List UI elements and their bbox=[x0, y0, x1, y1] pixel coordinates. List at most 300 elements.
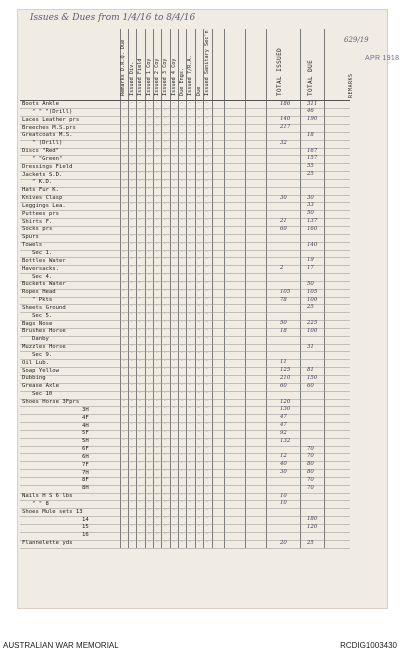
cell-dash: - bbox=[123, 108, 125, 114]
column-header: TOTAL DUE bbox=[307, 59, 314, 96]
cell-dash: - bbox=[164, 304, 166, 310]
cell-dash: - bbox=[131, 202, 133, 208]
cell-dash: - bbox=[189, 116, 191, 122]
cell-dash: - bbox=[164, 414, 166, 420]
cell-dash: - bbox=[123, 100, 125, 106]
cell-dash: - bbox=[189, 218, 191, 224]
cell-dash: - bbox=[148, 327, 150, 333]
cell-dash: - bbox=[198, 139, 200, 145]
cell-dash: - bbox=[198, 186, 200, 192]
total-due-cell: 100 bbox=[307, 327, 318, 334]
cell-dash: - bbox=[156, 492, 158, 498]
cell-dash: - bbox=[189, 359, 191, 365]
cell-dash: - bbox=[173, 414, 175, 420]
cell-dash: - bbox=[164, 320, 166, 326]
cell-dash: - bbox=[173, 422, 175, 428]
cell-dash: - bbox=[198, 437, 200, 443]
cell-dash: - bbox=[123, 327, 125, 333]
cell-dash: - bbox=[173, 194, 175, 200]
cell-dash: - bbox=[123, 139, 125, 145]
cell-dash: - bbox=[156, 390, 158, 396]
cell-dash: - bbox=[181, 241, 183, 247]
cell-dash: - bbox=[173, 304, 175, 310]
cell-dash: - bbox=[164, 539, 166, 545]
cell-dash: - bbox=[123, 516, 125, 522]
cell-dash: - bbox=[181, 100, 183, 106]
cell-dash: - bbox=[131, 116, 133, 122]
cell-dash: - bbox=[139, 359, 141, 365]
cell-dash: - bbox=[198, 233, 200, 239]
cell-dash: - bbox=[181, 492, 183, 498]
cell-dash: - bbox=[131, 445, 133, 451]
cell-dash: - bbox=[148, 320, 150, 326]
row-rule bbox=[20, 516, 350, 517]
cell-dash: - bbox=[123, 296, 125, 302]
cell-dash: - bbox=[131, 367, 133, 373]
cell-dash: - bbox=[139, 374, 141, 380]
cell-dash: - bbox=[206, 335, 208, 341]
cell-dash: - bbox=[198, 398, 200, 404]
cell-dash: - bbox=[206, 218, 208, 224]
cell-dash: - bbox=[148, 124, 150, 130]
cell-dash: - bbox=[139, 476, 141, 482]
column-header: Issued 3 Coy bbox=[162, 58, 168, 96]
cell-dash: - bbox=[206, 516, 208, 522]
cell-dash: - bbox=[189, 453, 191, 459]
cell-dash: - bbox=[156, 124, 158, 130]
total-due-cell: 70 bbox=[307, 453, 314, 460]
row-label: Oil Lub. bbox=[22, 359, 49, 366]
cell-dash: - bbox=[206, 171, 208, 177]
row-rule bbox=[20, 524, 350, 525]
total-due-cell: 60 bbox=[307, 382, 314, 389]
row-rule bbox=[20, 140, 350, 141]
cell-dash: - bbox=[156, 484, 158, 490]
row-rule bbox=[20, 438, 350, 439]
cell-dash: - bbox=[156, 516, 158, 522]
cell-dash: - bbox=[131, 523, 133, 529]
cell-dash: - bbox=[189, 531, 191, 537]
cell-dash: - bbox=[156, 280, 158, 286]
row-rule bbox=[20, 422, 350, 423]
cell-dash: - bbox=[164, 202, 166, 208]
cell-dash: - bbox=[139, 312, 141, 318]
cell-dash: - bbox=[164, 194, 166, 200]
cell-dash: - bbox=[164, 108, 166, 114]
cell-dash: - bbox=[139, 116, 141, 122]
cell-dash: - bbox=[123, 210, 125, 216]
cell-dash: - bbox=[123, 320, 125, 326]
cell-dash: - bbox=[173, 249, 175, 255]
cell-dash: - bbox=[173, 171, 175, 177]
cell-dash: - bbox=[206, 382, 208, 388]
row-rule bbox=[20, 548, 350, 549]
cell-dash: - bbox=[206, 406, 208, 412]
column-header: TOTAL ISSUED bbox=[276, 47, 283, 96]
cell-dash: - bbox=[139, 233, 141, 239]
cell-dash: - bbox=[148, 194, 150, 200]
cell-dash: - bbox=[131, 359, 133, 365]
cell-dash: - bbox=[164, 116, 166, 122]
cell-dash: - bbox=[181, 500, 183, 506]
cell-dash: - bbox=[198, 523, 200, 529]
column-header: Issued 1 Coy bbox=[146, 58, 152, 96]
cell-dash: - bbox=[189, 171, 191, 177]
row-label: Puttees prs bbox=[22, 210, 60, 217]
cell-dash: - bbox=[173, 398, 175, 404]
row-label: Discs "Red" bbox=[22, 148, 60, 155]
cell-dash: - bbox=[173, 382, 175, 388]
cell-dash: - bbox=[123, 500, 125, 506]
cell-dash: - bbox=[206, 508, 208, 514]
cell-dash: - bbox=[189, 249, 191, 255]
cell-dash: - bbox=[139, 351, 141, 357]
cell-dash: - bbox=[189, 139, 191, 145]
cell-dash: - bbox=[181, 461, 183, 467]
total-due-cell: 100 bbox=[307, 296, 318, 303]
cell-dash: - bbox=[131, 422, 133, 428]
cell-dash: - bbox=[148, 296, 150, 302]
row-label: Hats Fur K. bbox=[22, 187, 60, 194]
cell-dash: - bbox=[148, 422, 150, 428]
total-issued-cell: 32 bbox=[280, 139, 287, 146]
cell-dash: - bbox=[181, 476, 183, 482]
cell-dash: - bbox=[156, 327, 158, 333]
cell-dash: - bbox=[181, 186, 183, 192]
cell-dash: - bbox=[148, 100, 150, 106]
total-due-cell: 25 bbox=[307, 171, 314, 178]
row-rule bbox=[20, 226, 350, 227]
cell-dash: - bbox=[139, 273, 141, 279]
cell-dash: - bbox=[148, 453, 150, 459]
cell-dash: - bbox=[139, 124, 141, 130]
cell-dash: - bbox=[164, 500, 166, 506]
cell-dash: - bbox=[173, 202, 175, 208]
cell-dash: - bbox=[206, 131, 208, 137]
cell-dash: - bbox=[131, 108, 133, 114]
cell-dash: - bbox=[164, 171, 166, 177]
cell-dash: - bbox=[139, 257, 141, 263]
cell-dash: - bbox=[198, 171, 200, 177]
cell-dash: - bbox=[131, 453, 133, 459]
total-issued-cell: 92 bbox=[280, 429, 287, 436]
cell-dash: - bbox=[181, 280, 183, 286]
cell-dash: - bbox=[156, 469, 158, 475]
cell-dash: - bbox=[156, 367, 158, 373]
cell-dash: - bbox=[164, 155, 166, 161]
total-issued-cell: 186 bbox=[280, 100, 291, 107]
cell-dash: - bbox=[189, 429, 191, 435]
total-issued-cell: 105 bbox=[280, 288, 291, 295]
cell-dash: - bbox=[156, 116, 158, 122]
total-issued-cell: 40 bbox=[280, 461, 287, 468]
cell-dash: - bbox=[164, 351, 166, 357]
cell-dash: - bbox=[189, 445, 191, 451]
row-rule bbox=[20, 265, 350, 266]
cell-dash: - bbox=[181, 508, 183, 514]
column-header: Remarks D.R.Q. Due bbox=[120, 39, 126, 96]
cell-dash: - bbox=[206, 461, 208, 467]
cell-dash: - bbox=[123, 437, 125, 443]
cell-dash: - bbox=[131, 437, 133, 443]
row-rule bbox=[20, 328, 350, 329]
cell-dash: - bbox=[131, 265, 133, 271]
cell-dash: - bbox=[181, 233, 183, 239]
total-issued-cell: 11 bbox=[280, 359, 287, 366]
cell-dash: - bbox=[148, 178, 150, 184]
cell-dash: - bbox=[206, 367, 208, 373]
row-label: Flannelette yds bbox=[22, 540, 73, 547]
cell-dash: - bbox=[123, 531, 125, 537]
cell-dash: - bbox=[189, 406, 191, 412]
cell-dash: - bbox=[139, 218, 141, 224]
row-label: Towels bbox=[22, 242, 43, 249]
row-rule bbox=[20, 375, 350, 376]
cell-dash: - bbox=[148, 218, 150, 224]
cell-dash: - bbox=[173, 406, 175, 412]
cell-dash: - bbox=[139, 343, 141, 349]
cell-dash: - bbox=[181, 398, 183, 404]
cell-dash: - bbox=[131, 492, 133, 498]
cell-dash: - bbox=[156, 453, 158, 459]
cell-dash: - bbox=[123, 406, 125, 412]
cell-dash: - bbox=[164, 312, 166, 318]
cell-dash: - bbox=[164, 469, 166, 475]
cell-dash: - bbox=[173, 124, 175, 130]
cell-dash: - bbox=[164, 422, 166, 428]
cell-dash: - bbox=[139, 194, 141, 200]
cell-dash: - bbox=[198, 343, 200, 349]
cell-dash: - bbox=[181, 178, 183, 184]
cell-dash: - bbox=[123, 225, 125, 231]
total-due-cell: 120 bbox=[307, 523, 318, 530]
cell-dash: - bbox=[198, 296, 200, 302]
cell-dash: - bbox=[148, 249, 150, 255]
cell-dash: - bbox=[189, 390, 191, 396]
total-issued-cell: 30 bbox=[280, 469, 287, 476]
cell-dash: - bbox=[156, 108, 158, 114]
row-label: Leggings Lea. bbox=[22, 202, 66, 209]
cell-dash: - bbox=[131, 304, 133, 310]
cell-dash: - bbox=[123, 202, 125, 208]
cell-dash: - bbox=[139, 335, 141, 341]
cell-dash: - bbox=[198, 453, 200, 459]
cell-dash: - bbox=[156, 186, 158, 192]
cell-dash: - bbox=[164, 147, 166, 153]
cell-dash: - bbox=[148, 280, 150, 286]
cell-dash: - bbox=[206, 124, 208, 130]
total-issued-cell: 132 bbox=[280, 437, 291, 444]
cell-dash: - bbox=[189, 280, 191, 286]
cell-dash: - bbox=[181, 327, 183, 333]
cell-dash: - bbox=[131, 241, 133, 247]
cell-dash: - bbox=[164, 249, 166, 255]
cell-dash: - bbox=[173, 374, 175, 380]
cell-dash: - bbox=[189, 233, 191, 239]
row-rule bbox=[20, 485, 350, 486]
cell-dash: - bbox=[131, 147, 133, 153]
cell-dash: - bbox=[173, 320, 175, 326]
cell-dash: - bbox=[198, 327, 200, 333]
cell-dash: - bbox=[198, 445, 200, 451]
cell-dash: - bbox=[198, 147, 200, 153]
cell-dash: - bbox=[181, 484, 183, 490]
cell-dash: - bbox=[206, 429, 208, 435]
cell-dash: - bbox=[148, 155, 150, 161]
cell-dash: - bbox=[173, 484, 175, 490]
cell-dash: - bbox=[123, 288, 125, 294]
cell-dash: - bbox=[156, 257, 158, 263]
cell-dash: - bbox=[156, 398, 158, 404]
cell-dash: - bbox=[206, 288, 208, 294]
total-due-cell: 25 bbox=[307, 539, 314, 546]
cell-dash: - bbox=[189, 335, 191, 341]
row-rule bbox=[20, 218, 350, 219]
cell-dash: - bbox=[131, 288, 133, 294]
row-label: Buckets Water bbox=[22, 281, 66, 288]
cell-dash: - bbox=[131, 124, 133, 130]
total-issued-cell: 60 bbox=[280, 382, 287, 389]
cell-dash: - bbox=[123, 429, 125, 435]
cell-dash: - bbox=[139, 508, 141, 514]
cell-dash: - bbox=[156, 343, 158, 349]
cell-dash: - bbox=[164, 343, 166, 349]
cell-dash: - bbox=[173, 390, 175, 396]
row-label: 6H bbox=[82, 453, 89, 460]
cell-dash: - bbox=[198, 335, 200, 341]
cell-dash: - bbox=[189, 484, 191, 490]
total-issued-cell: 12 bbox=[280, 453, 287, 460]
cell-dash: - bbox=[139, 163, 141, 169]
total-due-cell: 55 bbox=[307, 163, 314, 170]
row-rule bbox=[20, 351, 350, 352]
column-header: Due Engs. bbox=[179, 67, 185, 96]
row-label: Shirts F. bbox=[22, 218, 53, 225]
cell-dash: - bbox=[139, 382, 141, 388]
cell-dash: - bbox=[189, 508, 191, 514]
total-due-cell: 105 bbox=[307, 288, 318, 295]
cell-dash: - bbox=[156, 249, 158, 255]
cell-dash: - bbox=[164, 335, 166, 341]
cell-dash: - bbox=[164, 186, 166, 192]
cell-dash: - bbox=[164, 257, 166, 263]
cell-dash: - bbox=[173, 327, 175, 333]
cell-dash: - bbox=[131, 531, 133, 537]
cell-dash: - bbox=[131, 131, 133, 137]
cell-dash: - bbox=[148, 147, 150, 153]
cell-dash: - bbox=[156, 320, 158, 326]
row-rule bbox=[20, 446, 350, 447]
cell-dash: - bbox=[164, 265, 166, 271]
cell-dash: - bbox=[173, 178, 175, 184]
total-issued-cell: 20 bbox=[280, 539, 287, 546]
cell-dash: - bbox=[198, 249, 200, 255]
cell-dash: - bbox=[164, 367, 166, 373]
column-header: Issued Sanitary Sec'n bbox=[204, 30, 210, 96]
cell-dash: - bbox=[156, 171, 158, 177]
cell-dash: - bbox=[206, 233, 208, 239]
cell-dash: - bbox=[173, 155, 175, 161]
total-due-cell: 30 bbox=[307, 194, 314, 201]
cell-dash: - bbox=[156, 429, 158, 435]
cell-dash: - bbox=[156, 100, 158, 106]
cell-dash: - bbox=[156, 178, 158, 184]
cell-dash: - bbox=[181, 273, 183, 279]
cell-dash: - bbox=[181, 382, 183, 388]
cell-dash: - bbox=[123, 382, 125, 388]
cell-dash: - bbox=[206, 280, 208, 286]
cell-dash: - bbox=[206, 422, 208, 428]
cell-dash: - bbox=[131, 163, 133, 169]
total-issued-cell: 210 bbox=[280, 374, 291, 381]
total-due-cell: 18 bbox=[307, 131, 314, 138]
cell-dash: - bbox=[156, 147, 158, 153]
cell-dash: - bbox=[181, 523, 183, 529]
row-rule bbox=[20, 391, 350, 392]
cell-dash: - bbox=[181, 516, 183, 522]
cell-dash: - bbox=[148, 359, 150, 365]
cell-dash: - bbox=[139, 414, 141, 420]
cell-dash: - bbox=[164, 398, 166, 404]
cell-dash: - bbox=[123, 422, 125, 428]
cell-dash: - bbox=[189, 147, 191, 153]
cell-dash: - bbox=[181, 390, 183, 396]
cell-dash: - bbox=[123, 523, 125, 529]
cell-dash: - bbox=[198, 492, 200, 498]
cell-dash: - bbox=[148, 539, 150, 545]
cell-dash: - bbox=[189, 225, 191, 231]
cell-dash: - bbox=[206, 531, 208, 537]
row-rule bbox=[20, 304, 350, 305]
cell-dash: - bbox=[131, 484, 133, 490]
cell-dash: - bbox=[189, 108, 191, 114]
cell-dash: - bbox=[173, 500, 175, 506]
total-due-cell: 81 bbox=[307, 367, 314, 374]
cell-dash: - bbox=[173, 461, 175, 467]
cell-dash: - bbox=[164, 210, 166, 216]
row-rule bbox=[20, 281, 350, 282]
cell-dash: - bbox=[198, 100, 200, 106]
cell-dash: - bbox=[198, 280, 200, 286]
title-handwritten: Issues & Dues from 1/4/16 to 8/4/16 bbox=[30, 13, 196, 23]
cell-dash: - bbox=[198, 312, 200, 318]
cell-dash: - bbox=[189, 343, 191, 349]
cell-dash: - bbox=[148, 265, 150, 271]
cell-dash: - bbox=[189, 312, 191, 318]
cell-dash: - bbox=[123, 508, 125, 514]
cell-dash: - bbox=[156, 210, 158, 216]
cell-dash: - bbox=[206, 225, 208, 231]
cell-dash: - bbox=[156, 225, 158, 231]
row-label: Dubbing bbox=[22, 375, 46, 382]
cell-dash: - bbox=[198, 406, 200, 412]
row-rule bbox=[20, 289, 350, 290]
cell-dash: - bbox=[139, 539, 141, 545]
cell-dash: - bbox=[206, 147, 208, 153]
row-rule bbox=[20, 453, 350, 454]
cell-dash: - bbox=[139, 523, 141, 529]
cell-dash: - bbox=[164, 124, 166, 130]
cell-dash: - bbox=[173, 280, 175, 286]
column-header: Issued 2 Coy bbox=[154, 58, 160, 96]
cell-dash: - bbox=[131, 343, 133, 349]
cell-dash: - bbox=[173, 312, 175, 318]
cell-dash: - bbox=[206, 257, 208, 263]
cell-dash: - bbox=[131, 500, 133, 506]
row-label: Sec 4. bbox=[32, 273, 53, 280]
cell-dash: - bbox=[198, 163, 200, 169]
row-label: 7F bbox=[82, 461, 89, 468]
